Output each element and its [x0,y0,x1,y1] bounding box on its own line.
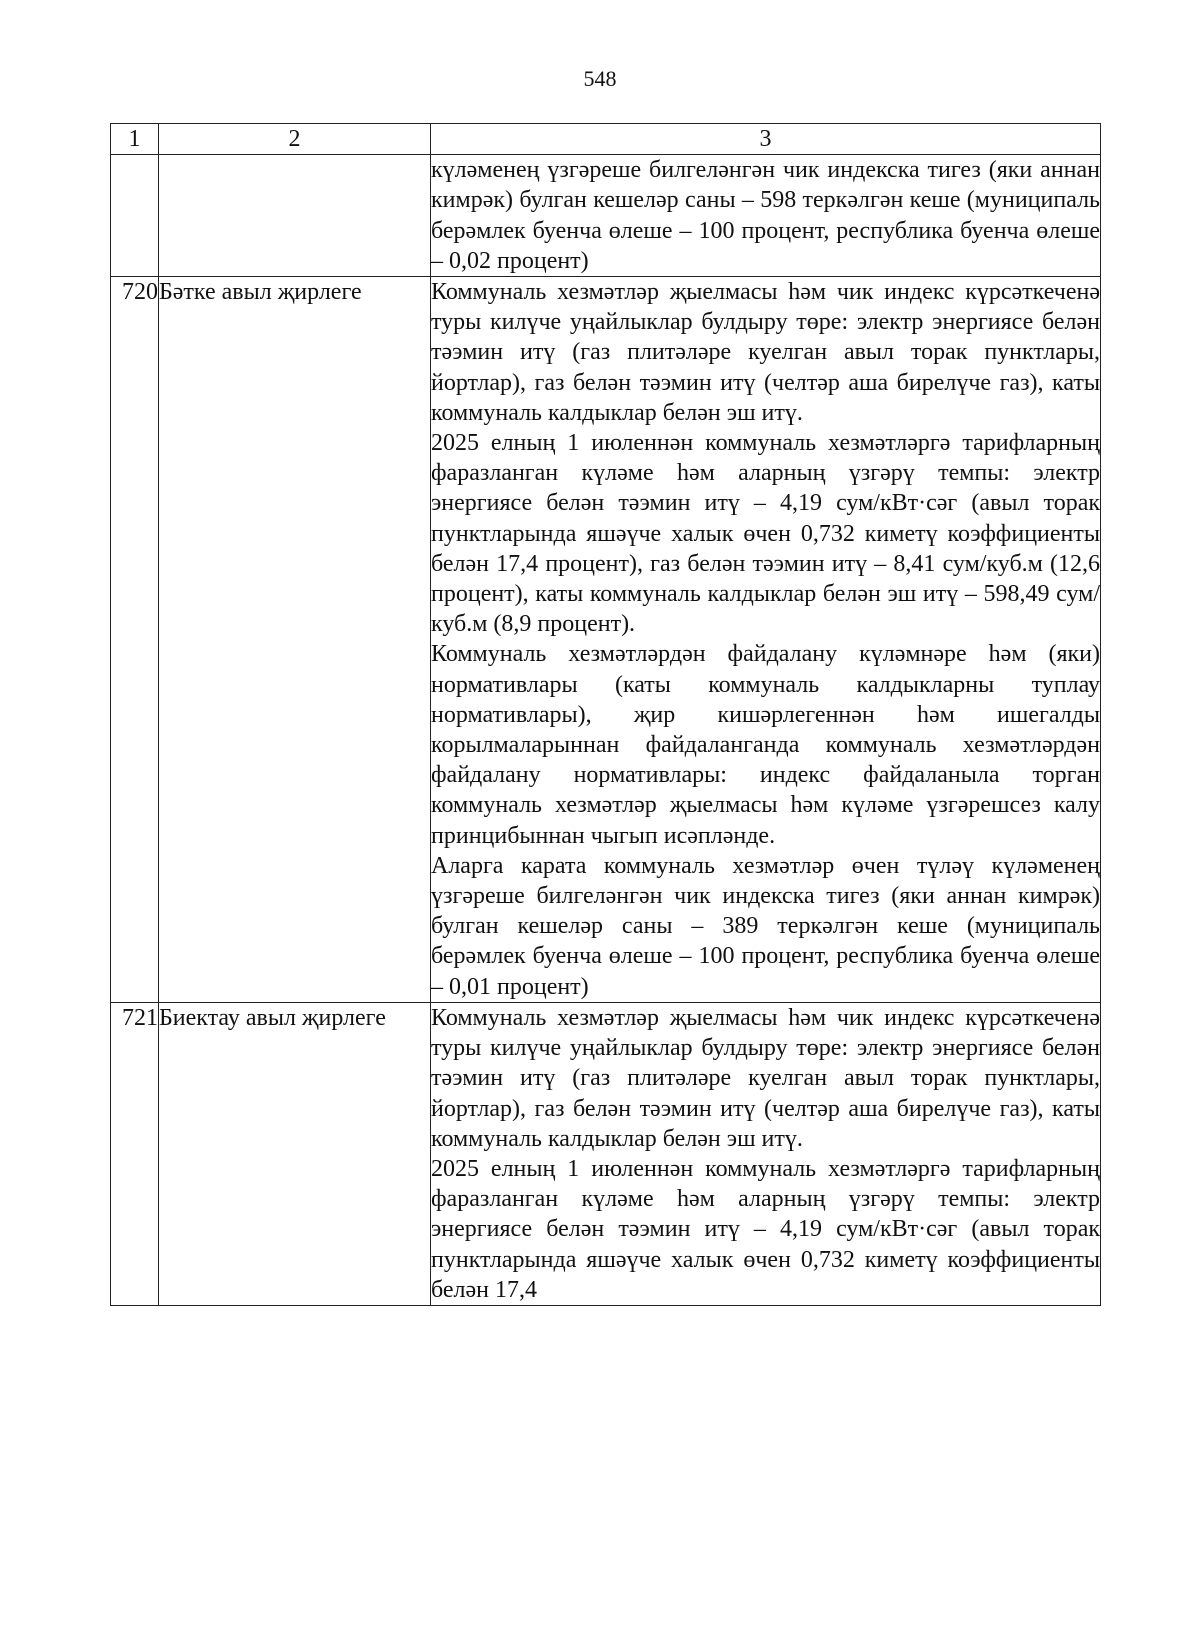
table-header-row [111,124,1101,155]
description-paragraph: 2025 елның 1 июленнән коммуналь хезмәтләргә тарифларның фаразланган күләме һәм аларның үзгәрү темпы: электр энергиясе белән тәэмин итү – 4,19 сум/кВт·сәг (авыл торак пунктларында яшәүче халык өчен 0,732 киметү коэффициенты белән 17,4 процент), газ белән тәэмин итү – 8,41 сум/куб.м (12,6 процент), каты коммуналь калдыклар белән эш итү – 598,49 сум/куб.м (8,9 процент). [431,430,1100,638]
description-paragraph: Коммуналь хезмәтләр җыелмасы һәм чик индекс күрсәткеченә туры килүче уңайлыклар булдыру төре: электр энергиясе белән тәэмин итү (газ плитәләре куелган авыл торак пунктлары, йортлар), газ белән тәэмин итү (челтәр аша бирелүче газ), каты коммуналь калдыклар белән эш итү. [431,1004,1100,1152]
table-row [111,1002,1101,1305]
description-paragraph: Коммуналь хезмәтләрдән файдалану күләмнәре һәм (яки) нормативлары (каты коммуналь калдыкларны туплау нормативлары), җир кишәрлегеннән һәм ишегалды корылмаларыннан файдаланганда коммуналь хезмәтләрдән файдалану нормативлары: индекс файдаланыла торган коммуналь хезмәтләр җыелмасы һәм күләме үзгәрешсез калу принцибыннан чыгып исәпләнде. [431,641,1100,849]
row-description [431,155,1101,277]
description-paragraph: 2025 елның 1 июленнән коммуналь хезмәтләргә тарифларның фаразланган күләме һәм аларның үзгәрү темпы: электр энергиясе белән тәэмин итү – 4,19 сум/кВт·сәг (авыл торак пунктларында яшәүче халык өчен 0,732 киметү коэффициенты белән 17,4 [431,1155,1100,1303]
row-description [431,277,1101,1003]
table-row [111,277,1101,1003]
column-header-1: 1 [111,124,159,155]
column-header-3: 3 [431,124,1101,155]
description-paragraph: Аларга карата коммуналь хезмәтләр өчен түләү күләменең үзгәреше билгеләнгән чик индекска тигез (яки аннан кимрәк) булган кешеләр саны – 389 теркәлгән кеше (муниципаль берәмлек буенча өлеше – 100 процент, республика буенча өлеше – 0,01 процент) [431,852,1100,1000]
row-number: 721 [111,1002,159,1305]
settlement-name: Бәтке авыл җирлеге [159,277,431,1003]
tariff-table [110,123,1101,1306]
settlement-name [159,155,431,277]
row-description [431,1002,1101,1305]
row-number [111,155,159,277]
description-paragraph: күләменең үзгәреше билгеләнгән чик индекска тигез (яки аннан кимрәк) булган кешеләр саны – 598 теркәлгән кеше (муниципаль берәмлек буенча өлеше – 100 процент, республика буенча өлеше – 0,02 процент) [431,157,1100,274]
page-number: 548 [583,66,617,91]
column-header-2: 2 [159,124,431,155]
table-row [111,155,1101,277]
row-number: 720 [111,277,159,1003]
description-paragraph: Коммуналь хезмәтләр җыелмасы һәм чик индекс күрсәткеченә туры килүче уңайлыклар булдыру төре: электр энергиясе белән тәэмин итү (газ плитәләре куелган авыл торак пунктлары, йортлар), газ белән тәэмин итү (челтәр аша бирелүче газ), каты коммуналь калдыклар белән эш итү. [431,279,1100,426]
settlement-name: Биектау авыл җирлеге [159,1002,431,1305]
